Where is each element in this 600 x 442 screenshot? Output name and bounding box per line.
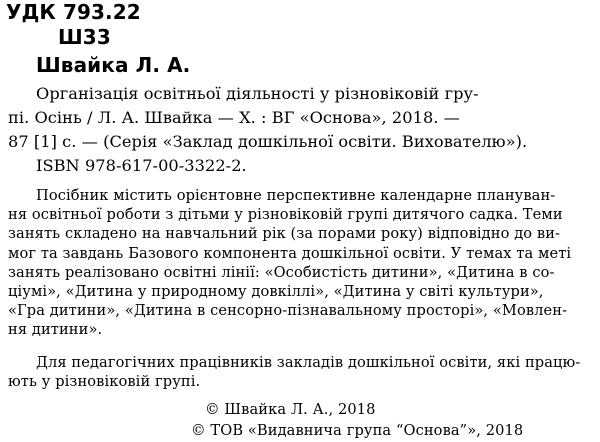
annotation-line: ня освітньої роботи з дітьми у різновіковій групі дитячого садка. Теми (8, 206, 563, 224)
annotation-line: занять складено на навчальний рік (за порами року) відповідно до ви- (8, 225, 561, 243)
annotation-line: Посібник містить орієнтовне перспективне календарне плануван- (36, 187, 556, 204)
record-line: пі. Осінь / Л. А. Швайка — Х. : ВГ «Основа», 2018. — (8, 108, 460, 127)
audience-text (8, 353, 596, 391)
annotation-text (8, 186, 596, 340)
annotation-line: ня дитини». (8, 321, 103, 339)
record-line: Організація освітньої діяльності у різновіковій гру- (36, 84, 479, 103)
isbn-line: ISBN 978-617-00-3322-2. (36, 156, 247, 175)
udk-code: УДК 793.22 (6, 0, 141, 24)
annotation-line: «Гра дитини», «Дитина в сенсорно-пізнавальному просторі», «Мовлен- (8, 302, 568, 320)
bibliographic-record (8, 82, 596, 178)
author-heading: Швайка Л. А. (36, 53, 191, 77)
cutter-code: Ш33 (58, 25, 111, 49)
copyright-block (191, 399, 595, 441)
audience-line: Для педагогічних працівників закладів дошкільної освіти, які працю- (36, 354, 581, 371)
annotation-line: ціумі», «Дитина у природному довкіллі», «Дитина у світі культури», (8, 283, 544, 301)
annotation-line: занять реалізовано освітні лінії: «Особистість дитини», «Дитина в со- (8, 263, 555, 281)
audience-line: ють у різновіковій групі. (8, 373, 201, 391)
record-line: 87 [1] с. — (Серія «Заклад дошкільної освіти. Вихователю»). (8, 132, 528, 151)
copyright-publisher: © ТОВ «Видавнича група “Основа”», 2018 (191, 422, 524, 439)
annotation-line: мог та завдань Базового компонента дошкільної освіти. У темах та меті (8, 244, 572, 262)
copyright-author: © Швайка Л. А., 2018 (205, 401, 376, 418)
